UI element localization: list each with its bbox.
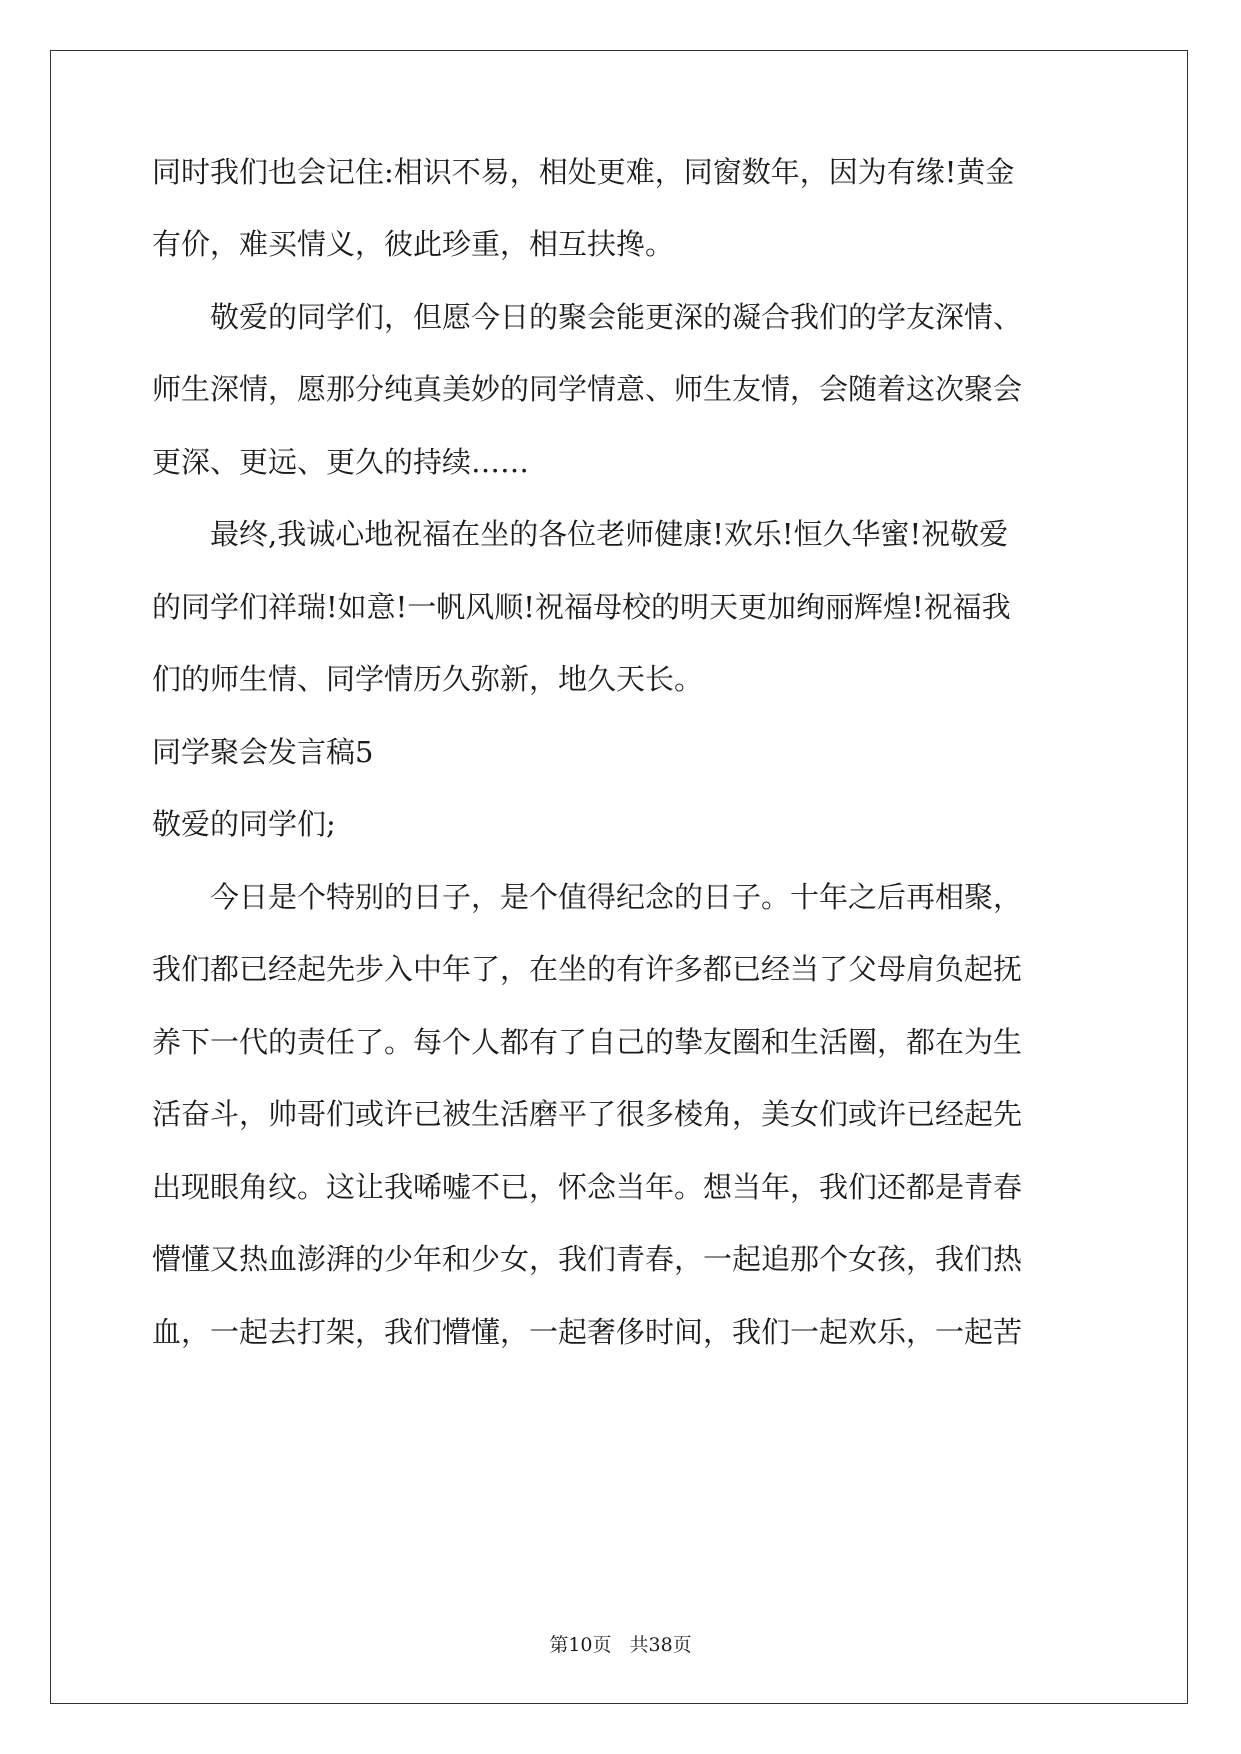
text-line: 血，一起去打架，我们懵懂，一起奢侈时间，我们一起欢乐，一起苦 bbox=[152, 1315, 1023, 1349]
text-line: 的同学们祥瑞!如意!一帆风顺!祝福母校的明天更加绚丽辉煌!祝福我 bbox=[152, 590, 1011, 624]
page-number: 第10页 bbox=[549, 1634, 612, 1656]
section-heading: 同学聚会发言稿5 bbox=[152, 735, 374, 769]
text-line: 敬爱的同学们，但愿今日的聚会能更深的凝合我们的学友深情、 bbox=[152, 300, 1023, 334]
page-footer bbox=[0, 1630, 1241, 1657]
text-line: 活奋斗，帅哥们或许已被生活磨平了很多棱角，美女们或许已经起先 bbox=[152, 1097, 1023, 1131]
text-line: 最终,我诚心地祝福在坐的各位老师健康!欢乐!恒久华蜜!祝敬爱 bbox=[152, 517, 1009, 551]
page-total: 共38页 bbox=[629, 1634, 692, 1656]
text-line: 养下一代的责任了。每个人都有了自己的挚友圈和生活圈，都在为生 bbox=[152, 1025, 1023, 1059]
text-line: 懵懂又热血澎湃的少年和少女，我们青春，一起追那个女孩，我们热 bbox=[152, 1242, 1023, 1276]
salutation: 敬爱的同学们; bbox=[152, 807, 336, 841]
text-line: 师生深情，愿那分纯真美妙的同学情意、师生友情，会随着这次聚会 bbox=[152, 372, 1023, 406]
text-line: 我们都已经起先步入中年了，在坐的有许多都已经当了父母肩负起抚 bbox=[152, 952, 1023, 986]
text-line: 更深、更远、更久的持续…… bbox=[152, 445, 530, 479]
text-line: 们的师生情、同学情历久弥新，地久天长。 bbox=[152, 662, 704, 696]
text-line: 出现眼角纹。这让我唏嘘不已，怀念当年。想当年，我们还都是青春 bbox=[152, 1170, 1023, 1204]
text-line: 有价，难买情义，彼此珍重，相互扶搀。 bbox=[152, 227, 675, 261]
text-line: 同时我们也会记住:相识不易，相处更难，同窗数年，因为有缘!黄金 bbox=[152, 155, 1015, 189]
text-line: 今日是个特别的日子，是个值得纪念的日子。十年之后再相聚， bbox=[152, 880, 1023, 914]
